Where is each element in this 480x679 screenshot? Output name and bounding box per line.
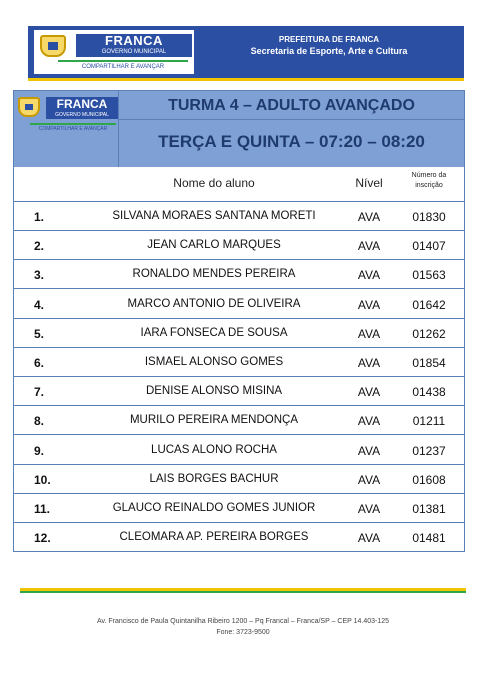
table-logo <box>16 93 116 132</box>
column-headers <box>14 167 464 202</box>
table-row <box>14 377 464 406</box>
student-inscricao: 01211 <box>412 414 446 429</box>
logo-subtitle: GOVERNO MUNICIPAL <box>76 48 192 57</box>
student-inscricao: 01381 <box>412 502 446 516</box>
student-name: IARA FONSECA DE SOUSA <box>140 326 288 339</box>
row-number: 7. <box>34 385 45 400</box>
table-row <box>14 231 464 260</box>
row-number: 6. <box>34 356 45 370</box>
student-nivel: AVA <box>357 443 381 458</box>
row-number: 11. <box>34 502 51 516</box>
student-nivel: AVA <box>357 356 381 370</box>
student-nivel: AVA <box>357 472 381 487</box>
row-number: 9. <box>34 443 45 458</box>
student-name: CLEOMARA AP. PEREIRA BORGES <box>119 531 309 544</box>
student-inscricao: 01642 <box>412 297 446 312</box>
table-header <box>14 91 464 167</box>
student-inscricao: 01262 <box>412 326 446 341</box>
student-nivel: AVA <box>357 326 381 341</box>
student-nivel: AVA <box>357 531 381 546</box>
logo-subtitle: GOVERNO MUNICIPAL <box>46 111 118 119</box>
student-inscricao: 01407 <box>412 239 446 254</box>
student-nivel: AVA <box>357 268 381 283</box>
row-number: 5. <box>34 326 45 341</box>
student-name: GLAUCO REINALDO GOMES JUNIOR <box>112 502 316 514</box>
logo-name: FRANCA <box>46 97 118 111</box>
logo-tagline: COMPARTILHAR E AVANÇAR <box>58 60 188 70</box>
column-header-nivel: Nível <box>355 176 383 190</box>
student-name: ISMAEL ALONSO GOMES <box>144 356 284 368</box>
students-table <box>13 90 465 552</box>
footer-divider <box>20 591 466 593</box>
franca-logo <box>34 30 194 74</box>
footer-address: Av. Francisco de Paula Quintanilha Ribeiro 1200 – Pq Francal – Franca/SP – CEP 14.403-125 <box>96 618 390 625</box>
student-name: MURILO PEREIRA MENDONÇA <box>129 414 299 427</box>
table-row <box>14 290 464 319</box>
table-row <box>14 319 464 348</box>
row-number: 8. <box>34 414 45 429</box>
city-crest-icon <box>18 97 40 117</box>
divider <box>118 119 464 120</box>
city-crest-icon <box>40 35 66 57</box>
row-number: 10. <box>34 472 51 487</box>
table-row <box>14 494 464 523</box>
column-header-name: Nome do aluno <box>173 176 255 190</box>
table-row <box>14 406 464 435</box>
column-header-inscricao <box>399 171 459 191</box>
student-name: LUCAS ALONO ROCHA <box>151 443 277 456</box>
header-text <box>200 34 458 57</box>
header-banner <box>28 26 464 81</box>
table-row <box>14 260 464 289</box>
table-row <box>14 465 464 494</box>
table-row <box>14 436 464 465</box>
column-header-inscricao-line2: inscrição <box>415 182 443 189</box>
student-inscricao: 01608 <box>412 472 446 487</box>
row-number: 1. <box>34 210 45 224</box>
student-nivel: AVA <box>357 297 381 312</box>
student-name: JEAN CARLO MARQUES <box>147 239 281 252</box>
class-schedule: TERÇA E QUINTA – 07:20 – 08:20 <box>158 132 425 151</box>
student-inscricao: 01854 <box>412 356 446 370</box>
student-inscricao: 01237 <box>412 443 446 458</box>
prefeitura-title: PREFEITURA DE FRANCA <box>278 35 380 44</box>
table-row <box>14 523 464 552</box>
column-header-inscricao-line1: Número da <box>411 172 447 179</box>
row-number: 3. <box>34 268 45 283</box>
student-name: DENISE ALONSO MISINA <box>145 385 283 398</box>
student-nivel: AVA <box>357 502 381 516</box>
student-nivel: AVA <box>357 210 381 224</box>
student-inscricao: 01830 <box>412 210 446 224</box>
secretaria-title: Secretaria de Esporte, Arte e Cultura <box>250 46 408 56</box>
footer-phone: Fone: 3723-9500 <box>216 629 270 636</box>
student-name: RONALDO MENDES PEREIRA <box>132 268 296 281</box>
student-name: SILVANA MORAES SANTANA MORETI <box>112 210 316 222</box>
row-number: 4. <box>34 297 45 312</box>
student-inscricao: 01438 <box>412 385 446 400</box>
row-number: 12. <box>34 531 51 546</box>
table-row <box>14 348 464 377</box>
logo-tagline: COMPARTILHAR E AVANÇAR <box>30 123 116 132</box>
class-title: TURMA 4 – ADULTO AVANÇADO <box>168 97 415 114</box>
student-nivel: AVA <box>357 414 381 429</box>
row-number: 2. <box>34 239 45 254</box>
student-nivel: AVA <box>357 239 381 254</box>
student-name: MARCO ANTONIO DE OLIVEIRA <box>127 297 301 310</box>
logo-name: FRANCA <box>76 34 192 48</box>
student-nivel: AVA <box>357 385 381 400</box>
student-inscricao: 01481 <box>412 531 446 546</box>
table-row <box>14 202 464 231</box>
student-name: LAIS BORGES BACHUR <box>149 472 279 485</box>
student-inscricao: 01563 <box>412 268 446 283</box>
